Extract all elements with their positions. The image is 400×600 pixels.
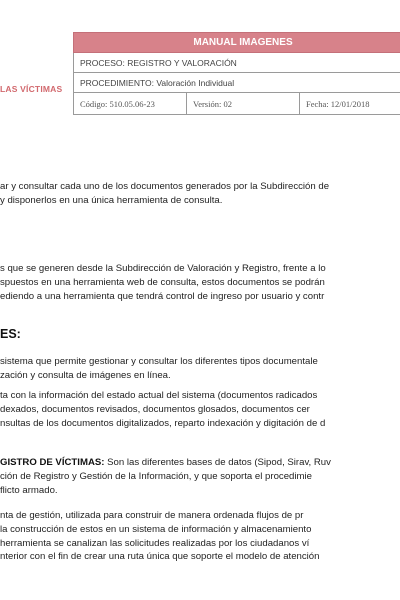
text-line: flicto armado. (0, 484, 58, 496)
process-field: PROCESO: REGISTRO Y VALORACIÓN (74, 53, 400, 73)
text-line: y disponerlos en una única herramienta de consulta. (0, 194, 223, 206)
text-line: ar y consultar cada uno de los documentos generados por la Subdirección de (0, 181, 330, 192)
text-line: nsultas de los documentos digitalizados, reparto indexación y digitación de d (0, 417, 326, 429)
term-bold: GISTRO DE VÍCTIMAS: (0, 457, 105, 468)
text-line: nterior con el fin de crear una ruta única que soporte el modelo de atención (0, 551, 320, 563)
section-heading: ES: (0, 327, 21, 341)
procedure-field: PROCEDIMIENTO: Valoración Individual (74, 73, 400, 93)
text-line: dexados, documentos revisados, documentos glosados, documentos cer (0, 403, 310, 415)
text-line: zación y consulta de imágenes en línea. (0, 369, 171, 381)
text-line: ción de Registro y Gestión de la Información, y que soporta el procedimie (0, 470, 312, 482)
definition-item-2 (0, 389, 400, 430)
text-line: herramienta se canalizan las solicitudes realizadas por los ciudadanos ví (0, 537, 310, 549)
term-definition: Son las diferentes bases de datos (Sipod, Sirav, Ruv (104, 457, 331, 468)
date-field: Fecha: 12/01/2018 (300, 93, 400, 115)
text-line (0, 456, 400, 470)
text-line: spuestos en una herramienta web de consulta, estos documentos se podrán (0, 276, 325, 288)
definition-item-3 (0, 456, 400, 497)
text-line: nta de gestión, utilizada para construir de manera ordenada flujos de pr (0, 510, 304, 521)
text-line: ta con la información del estado actual del sistema (documentos radicados (0, 390, 318, 401)
text-line: s que se generen desde la Subdirección de Valoración y Registro, frente a lo (0, 263, 326, 274)
paragraph-objective (0, 180, 400, 208)
code-field: Código: 510.05.06-23 (74, 93, 187, 115)
version-field: Versión: 02 (187, 93, 300, 115)
definition-item-4 (0, 509, 400, 564)
paragraph-scope (0, 262, 400, 303)
manual-title: MANUAL IMAGENES (74, 33, 400, 53)
text-line: ediendo a una herramienta que tendrá control de ingreso por usuario y contr (0, 290, 325, 302)
document-header-table (73, 32, 400, 115)
definition-item-1 (0, 355, 400, 383)
logo-text: LAS VÍCTIMAS (0, 84, 63, 94)
text-line: sistema que permite gestionar y consultar los diferentes tipos documentale (0, 356, 318, 367)
text-line: la construcción de estos en un sistema de información y almacenamiento (0, 523, 312, 535)
